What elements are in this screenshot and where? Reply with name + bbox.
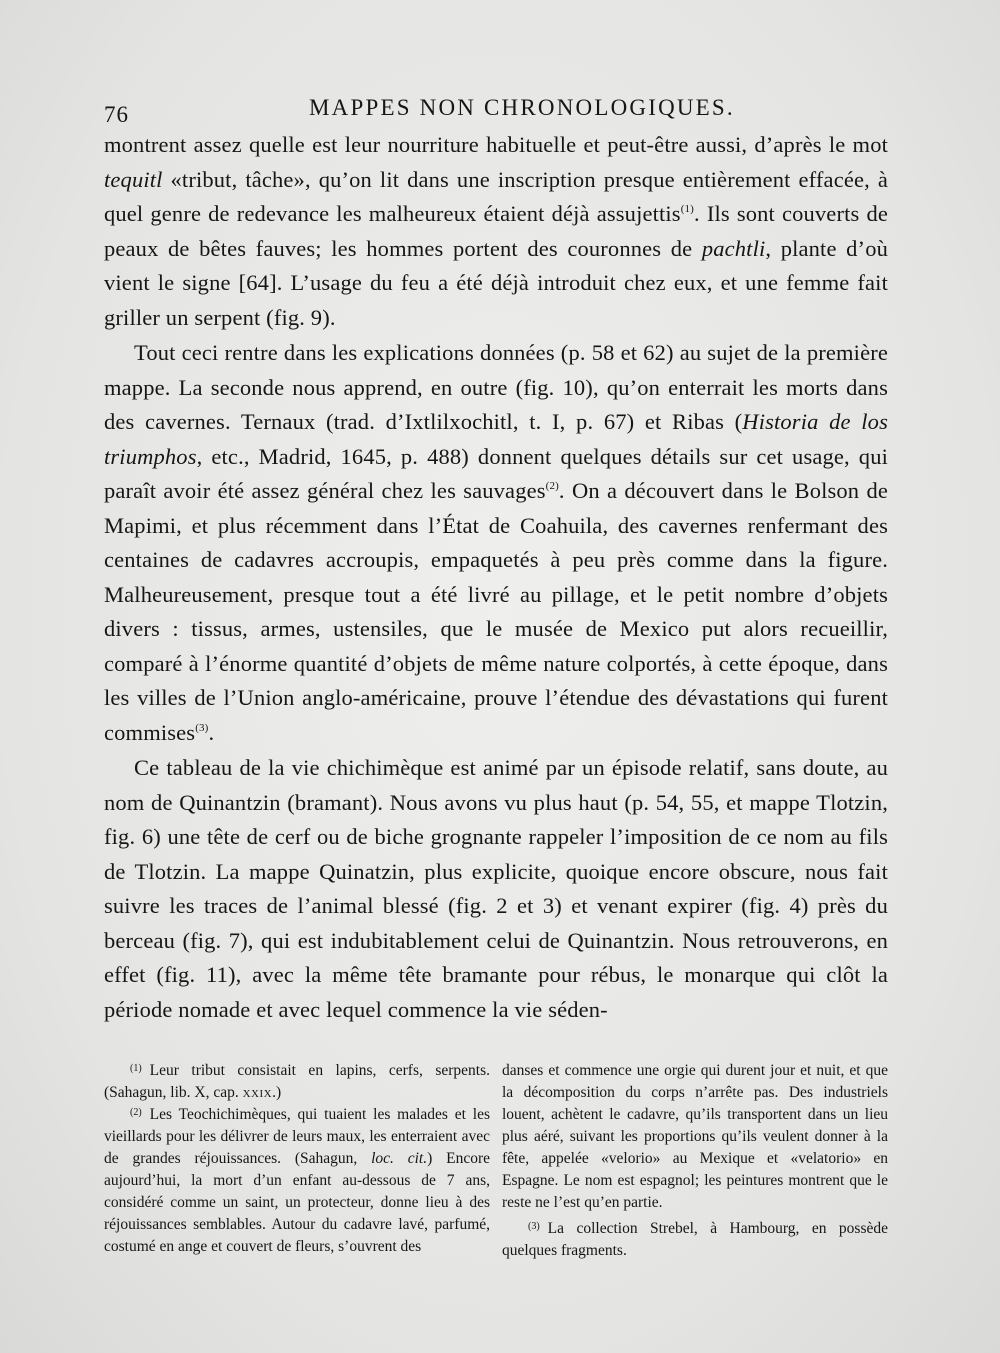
text-run: montrent assez quelle est leur nourriture habituelle et peut-être aussi, d’après le mot <box>104 132 888 157</box>
italic-title: Historia de los triumphos <box>104 409 888 469</box>
footnotes <box>104 1060 888 1262</box>
footnote-mark: (1) <box>130 1063 142 1074</box>
footnote-1 <box>104 1060 490 1104</box>
italic-term: pachtli <box>701 235 766 261</box>
footnote-3 <box>502 1218 888 1262</box>
paragraph-2 <box>104 336 888 750</box>
running-title: MAPPES NON CHRONOLOGIQUES. <box>309 95 735 120</box>
paragraph-1 <box>104 128 888 335</box>
paragraph-3 <box>104 751 888 1027</box>
footnote-2 <box>104 1104 490 1258</box>
footnote-column-right <box>502 1060 888 1262</box>
footnote-text: .) <box>272 1084 282 1101</box>
page-number: 76 <box>104 102 129 127</box>
body-text <box>104 128 888 1027</box>
text-run: Tout ceci rentre dans les explications données (p. 58 et 62) au sujet de la première mappe. La seconde nous apprend, en outre (fig. 10), qu’on enterrait les morts dans des cavernes. Ternaux (trad. d’Ixtlilxochitl, t. I, p. 67) et Ribas ( <box>104 340 888 434</box>
footnote-text: Les Teochichimèques, qui tuaient les malades et les vieillards pour les délivrer de leurs maux, les enterraient avec de grandes réjouissances. (Sahagun, <box>104 1106 490 1167</box>
footnote-text: ) Encore aujourd’hui, la mort d’un enfant au-dessous de 7 ans, considéré comme un saint, un protecteur, donne lieu à des réjouissances semblables. Autour du cadavre lavé, parfumé, costumé en ange et couvert de fleurs, s’ouvrent des <box>104 1150 490 1255</box>
footnote-ref-1: (1) <box>680 203 694 215</box>
footnote-mark: (3) <box>528 1221 540 1232</box>
footnote-text: La collection Strebel, à Hambourg, en possède quelques fragments. <box>502 1220 888 1259</box>
footnote-text: loc. cit. <box>371 1150 428 1167</box>
text-run: . <box>208 719 215 745</box>
footnote-text: Leur tribut consistait en lapins, cerfs, serpents. (Sahagun, lib. X, cap. <box>104 1062 490 1101</box>
text-run: , etc., Madrid, 1645, p. 488) donnent quelques détails sur cet usage, qui paraît avoir été assez général chez les sauvages <box>104 443 888 503</box>
footnote-ref-2: (2) <box>545 480 559 492</box>
footnote-column-left <box>104 1060 490 1262</box>
running-head <box>104 92 888 132</box>
text-run: «tribut, tâche», qu’on lit dans une inscription presque entièrement effacée, à quel genre de redevance les malheureux étaient déjà assujettis <box>104 166 888 226</box>
text-run: . On a découvert dans le Bolson de Mapimi, et plus récemment dans l’État de Coahuila, des cavernes renfermant des centaines de cadavres accroupis, empaquetés à peu près comme dans la figure. Malheureusement, presque tout a été livré au pillage, et le petit nombre d’objets divers : tissus, armes, ustensiles, que le musée de Mexico put alors recueillir, comparé à l’énorme quantité d’objets de même nature colportés, à cette époque, dans les villes de l’Union anglo-américaine, prouve l’étendue des dévastations qui furent commises <box>104 478 888 745</box>
text-run: Ce tableau de la vie chichimèque est animé par un épisode relatif, sans doute, au nom de Quinantzin (bramant). Nous avons vu plus haut (p. 54, 55, et mappe Tlotzin, fig. 6) une tête de cerf ou de biche grognante rappeler l’imposition de ce nom au fils de Tlotzin. La mappe Quinatzin, plus explicite, quoique encore obscure, nous fait suivre les traces de l’animal blessé (fig. 2 et 3) et venant expirer (fig. 4) près du berceau (fig. 7), qui est indubitablement celui de Quinantzin. Nous retrouverons, en effet (fig. 11), avec la même tête bramante pour rébus, le monarque qui clôt la période nomade et avec lequel commence la vie séden- <box>104 755 888 1022</box>
text-run: , plante d’où vient le signe [64]. L’usage du feu a été déjà introduit chez eux, et une femme fait griller un serpent (fig. 9). <box>104 235 888 330</box>
text-run: . Ils sont couverts de peaux de bêtes fauves; les hommes portent des couronnes de <box>104 201 888 261</box>
footnote-ref-3: (3) <box>195 721 209 734</box>
italic-term: tequitl <box>104 166 163 192</box>
footnote-mark: (2) <box>130 1107 142 1118</box>
footnote-text: xxix <box>242 1084 273 1101</box>
footnote-2-continued: danses et commence une orgie qui durent jour et nuit, et que la décomposition du corps n’arrête pas. Des industriels louent, achètent le cadavre, qu’ils transportent dans un lieu plus aéré, suivant les proportions qu’ils veulent donner à la fête, appelée «velorio» au Mexique et «velatorio» en Espagne. Le nom est espagnol; les peintures montrent que le reste ne l’est qu’en partie. <box>502 1062 888 1211</box>
